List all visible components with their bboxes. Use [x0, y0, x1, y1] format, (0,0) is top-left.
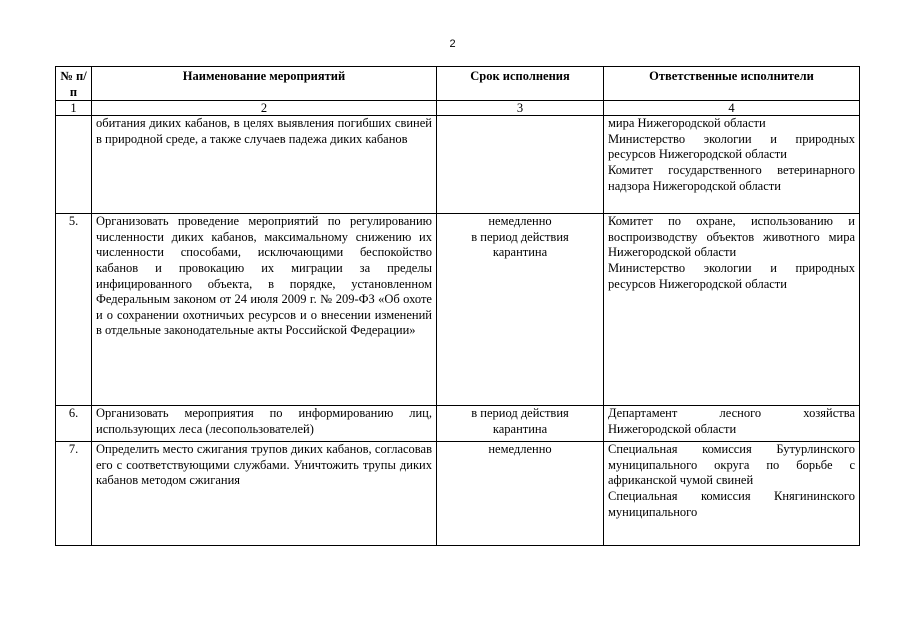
row-number: 5.: [56, 214, 92, 406]
column-number-row: [56, 101, 860, 116]
measure-term: [437, 442, 604, 546]
measures-table: [55, 66, 860, 546]
responsible-line: Специальная комиссия Княгининского муниципального: [608, 488, 855, 519]
column-number: 2: [92, 101, 437, 116]
responsible-line: Министерство экологии и природных ресурсов Нижегородской области: [608, 260, 855, 291]
measure-term: [437, 214, 604, 406]
term-line: в период действия: [471, 229, 569, 244]
term-line: в период действия: [471, 406, 569, 421]
measure-name: обитания диких кабанов, в целях выявления погибших свиней в природной среде, а также случаев падежа диких кабанов: [92, 116, 437, 214]
page-number: 2: [449, 38, 456, 50]
measure-term: [437, 116, 604, 214]
responsible-line: Комитет по охране, использованию и воспроизводству объектов животного мира Нижегородской области: [608, 214, 855, 260]
column-number: 4: [604, 101, 860, 116]
measure-name: Определить место сжигания трупов диких кабанов, согласовав его с соответствующими службами. Уничтожить трупы диких кабанов методом сжигания: [92, 442, 437, 546]
table-row: [56, 116, 860, 214]
header-term: Срок исполнения: [437, 67, 604, 101]
table-row: [56, 442, 860, 546]
term-line: карантина: [492, 421, 548, 436]
term-line: карантина: [492, 245, 548, 260]
row-number: 7.: [56, 442, 92, 546]
column-number: 1: [56, 101, 92, 116]
responsible-executors: [604, 214, 860, 406]
table-row: [56, 406, 860, 442]
row-number: [56, 116, 92, 214]
header-name: Наименование мероприятий: [92, 67, 437, 101]
responsible-line: мира Нижегородской области: [608, 116, 766, 131]
responsible-line: Министерство экологии и природных ресурсов Нижегородской области: [608, 131, 855, 162]
measure-term: [437, 406, 604, 442]
responsible-executors: [604, 406, 860, 442]
term-line: немедленно: [488, 214, 552, 229]
header-resp: Ответственные исполнители: [604, 67, 860, 101]
responsible-executors: [604, 442, 860, 546]
responsible-line: Департамент лесного хозяйства Нижегородской области: [608, 406, 855, 436]
measure-name: Организовать проведение мероприятий по регулированию численности диких кабанов, максимальному снижению их численности способами, исключающими беспокойство кабанов и провокацию их миграции за пределы инфицированного объекта, в порядке, установленном Федеральным законом от 24 июля 2009 г. № 209-ФЗ «Об охоте и о сохранении охотничьих ресурсов и о внесении изменений в отдельные законодательные акты Российской Федерации»: [92, 214, 437, 406]
column-number: 3: [437, 101, 604, 116]
table-row: [56, 214, 860, 406]
measure-name: Организовать мероприятия по информированию лиц, использующих леса (лесопользователей): [92, 406, 437, 442]
responsible-executors: [604, 116, 860, 214]
header-num: № п/п: [56, 67, 92, 101]
row-number: 6.: [56, 406, 92, 442]
responsible-line: Специальная комиссия Бутурлинского муниципального округа по борьбе с африканской чумой свиней: [608, 442, 855, 488]
responsible-line: Комитет государственного ветеринарного надзора Нижегородской области: [608, 162, 855, 193]
term-line: немедленно: [488, 442, 552, 457]
table-header-row: [56, 67, 860, 101]
